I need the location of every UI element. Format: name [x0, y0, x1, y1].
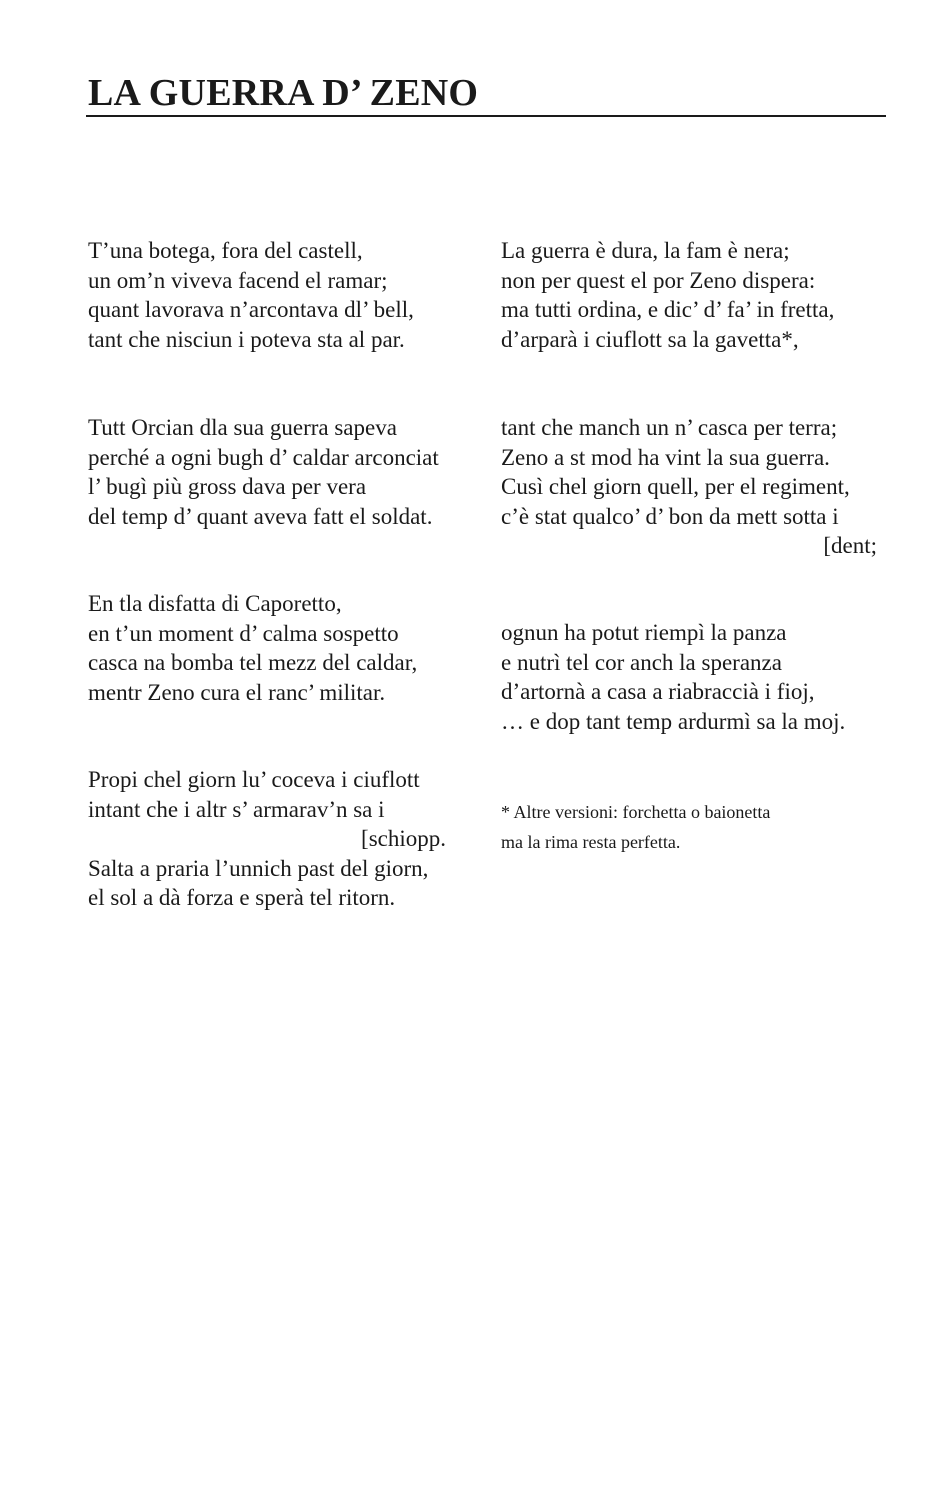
right-stanza-3: [501, 618, 877, 736]
verse-line: e nutrì tel cor anch la speranza: [501, 649, 782, 675]
verse-line: … e dop tant temp ardurmì sa la moj.: [501, 708, 846, 734]
verse-line: non per quest el por Zeno dispera:: [501, 267, 816, 293]
title-underline: [86, 115, 886, 117]
verse-line: ma tutti ordina, e dic’ d’ fa’ in fretta,: [501, 297, 835, 322]
verse-line: Salta a praria l’unnich past del giorn,: [88, 855, 429, 881]
verse-line: d’artornà a casa a riabraccià i fioj,: [501, 679, 815, 704]
verse-line-continuation: [dent;: [823, 533, 877, 558]
footnote-line: ma la rima resta perfetta.: [501, 832, 681, 852]
verse-line: En tla disfatta di Caporetto,: [88, 591, 342, 616]
verse-line: perché a ogni bugh d’ caldar arconciat: [88, 444, 439, 470]
left-stanza-2: [88, 413, 472, 531]
footnote: [501, 797, 770, 857]
footnote-line: * Altre versioni: forchetta o baionetta: [501, 802, 771, 822]
verse-line: d’arparà i ciuflott sa la gavetta*,: [501, 326, 799, 352]
verse-line: quant lavorava n’arcontava dl’ bell,: [88, 297, 414, 322]
verse-line: el sol a dà forza e sperà tel ritorn.: [88, 885, 396, 910]
verse-line: c’è stat qualco’ d’ bon da mett sotta i: [501, 503, 839, 529]
left-stanza-4: [88, 765, 446, 913]
verse-line: tant che manch un n’ casca per terra;: [501, 415, 838, 440]
verse-line: T’una botega, fora del castell,: [88, 238, 363, 263]
right-stanza-1: [501, 236, 877, 354]
verse-line: Propi chel giorn lu’ coceva i ciuflott: [88, 767, 420, 792]
verse-line: un om’n viveva facend el ramar;: [88, 267, 388, 293]
verse-line: Zeno a st mod ha vint la sua guerra.: [501, 444, 830, 470]
right-stanza-2: [501, 413, 877, 561]
verse-line: intant che i altr s’ armarav’n sa i: [88, 796, 385, 822]
verse-line: tant che nisciun i poteva sta al par.: [88, 326, 405, 352]
verse-line: La guerra è dura, la fam è nera;: [501, 238, 790, 263]
poem-title: LA GUERRA D’ ZENO: [88, 72, 479, 114]
left-stanza-3: [88, 589, 472, 707]
verse-line-continuation: [schiopp.: [361, 826, 446, 851]
verse-line: mentr Zeno cura el ranc’ militar.: [88, 679, 386, 705]
verse-line: ognun ha potut riempì la panza: [501, 620, 787, 645]
verse-line: l’ bugì più gross dava per vera: [88, 474, 367, 499]
verse-line: del temp d’ quant aveva fatt el soldat.: [88, 503, 433, 529]
verse-line: Tutt Orcian dla sua guerra sapeva: [88, 415, 397, 440]
verse-line: Cusì chel giorn quell, per el regiment,: [501, 474, 850, 499]
left-stanza-1: [88, 236, 472, 354]
verse-line: en t’un moment d’ calma sospetto: [88, 620, 399, 646]
verse-line: casca na bomba tel mezz del caldar,: [88, 650, 418, 675]
